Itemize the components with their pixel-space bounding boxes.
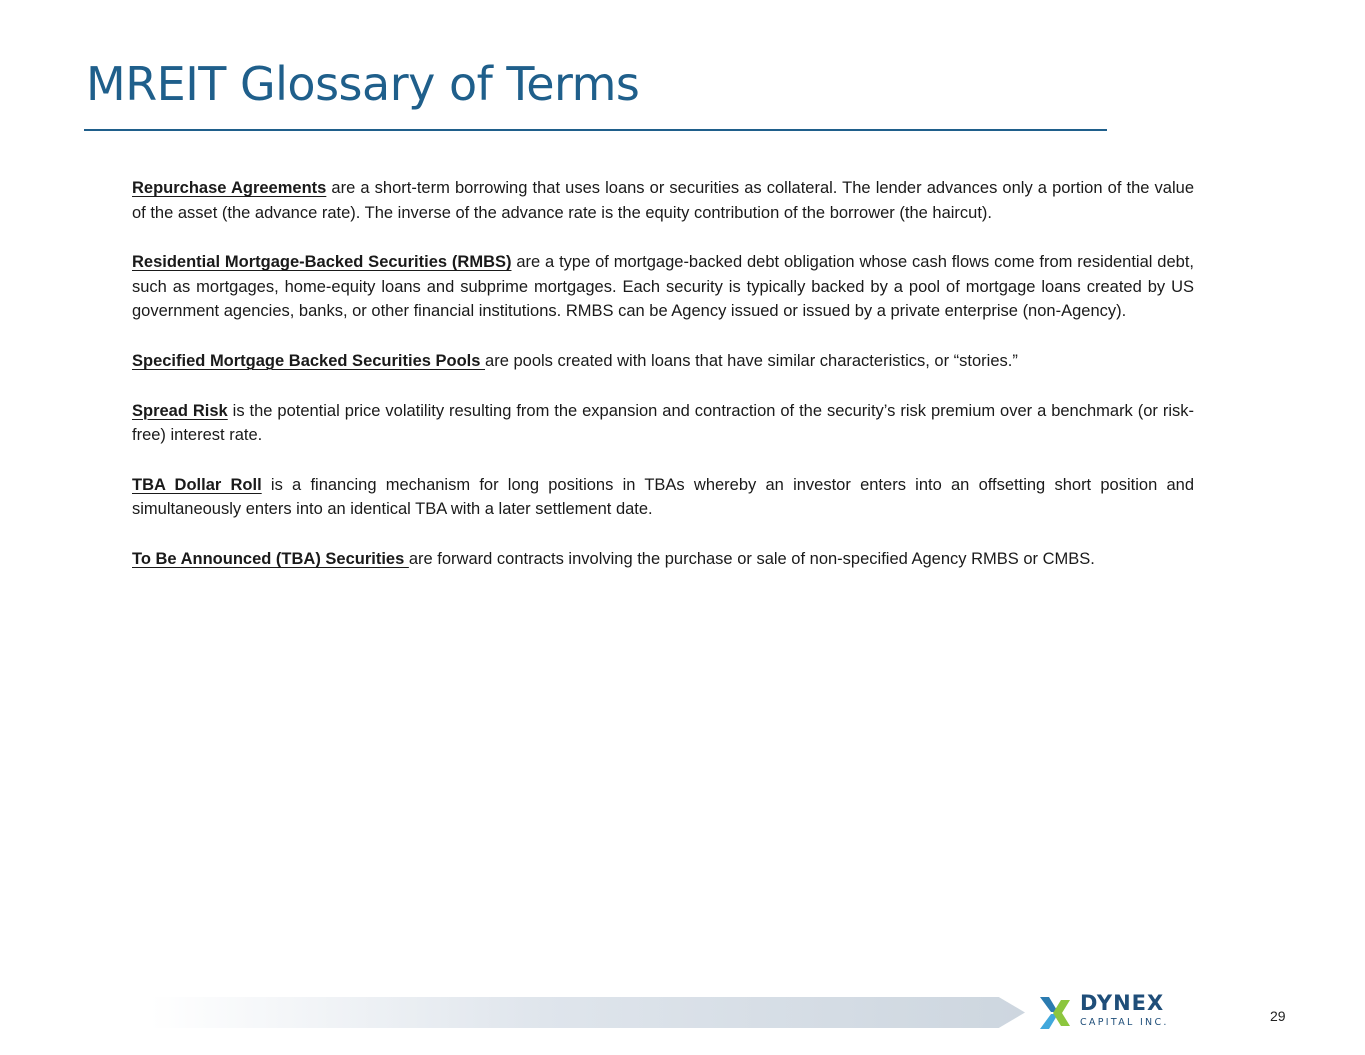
dynex-logo-mark-icon	[1040, 996, 1074, 1030]
glossary-definition: is the potential price volatility resulting from the expansion and contraction of the security’s risk premium over a benchmark (or risk-free) interest rate.	[132, 401, 1194, 445]
glossary-entry-tba-securities	[132, 547, 1194, 572]
glossary-entry-rmbs	[132, 250, 1194, 324]
glossary-term: To Be Announced (TBA) Securities	[132, 549, 409, 568]
glossary-term: Repurchase Agreements	[132, 179, 327, 197]
glossary-definition: are pools created with loans that have similar characteristics, or “stories.”	[485, 351, 1018, 370]
title-divider	[84, 129, 1107, 131]
glossary-list	[132, 176, 1194, 597]
glossary-term: TBA Dollar Roll	[132, 475, 262, 494]
glossary-definition: are a short-term borrowing that uses loans or securities as collateral. The lender advances only a portion of the value of the asset (the advance rate). The inverse of the advance rate is the equity contribution of the borrower (the haircut).	[132, 179, 1194, 222]
glossary-definition: is a financing mechanism for long positions in TBAs whereby an investor enters into an offsetting short position and simultaneously enters into an identical TBA with a later settlement date.	[132, 475, 1194, 519]
page-number: 29	[1270, 1008, 1286, 1024]
glossary-entry-tba-dollar-roll	[132, 473, 1194, 522]
glossary-definition: are forward contracts involving the purchase or sale of non-specified Agency RMBS or CMBS.	[408, 549, 1095, 568]
glossary-definition: are a type of mortgage-backed debt obligation whose cash flows come from residential debt, such as mortgages, home-equity loans and subprime mortgages. Each security is typically backed by a pool of mortgage loans created by US government agencies, banks, or other financial institutions. RMBS can be Agency issued or issued by a private enterprise (non-Agency).	[132, 253, 1194, 321]
glossary-entry-specified-pools	[132, 349, 1194, 374]
footer-band	[150, 997, 1025, 1028]
logo-name: DYNEX	[1080, 991, 1165, 1015]
page-title: MREIT Glossary of Terms	[86, 57, 640, 111]
dynex-logo	[1040, 991, 1180, 1034]
glossary-term: Spread Risk	[132, 401, 228, 420]
glossary-term: Residential Mortgage-Backed Securities (RMBS)	[132, 253, 512, 272]
glossary-entry-spread-risk	[132, 399, 1194, 448]
glossary-entry-repurchase-agreements	[132, 176, 1194, 225]
glossary-term: Specified Mortgage Backed Securities Pools	[132, 351, 486, 370]
logo-subtitle: CAPITAL INC.	[1080, 1017, 1169, 1028]
